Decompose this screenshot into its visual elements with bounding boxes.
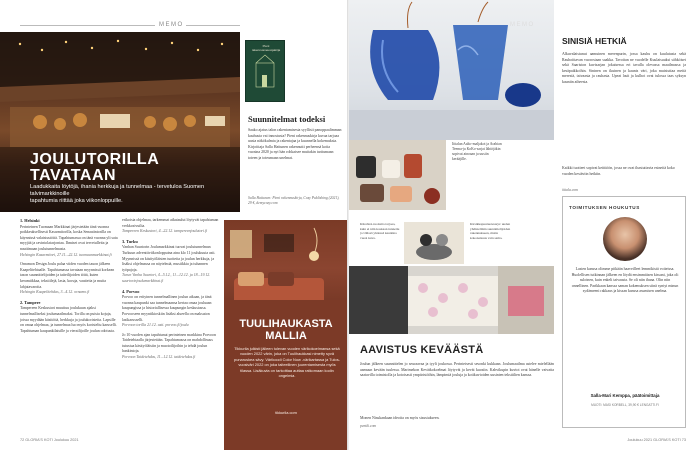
siniset-heading: SINISIÄ HETKIÄ	[562, 36, 627, 46]
book-heading: Suunnitelmat todeksi	[248, 114, 326, 124]
market-item-source: Porvoon Taidetehdas, 11.–12.12. taidetehdas.fi	[122, 355, 196, 360]
market-item	[122, 218, 220, 235]
book-cover-title: Pieni rakennusneuvojakirja	[251, 44, 281, 52]
hero-subtitle-line-2: tapahtumia riittää joka viikonloppuille.	[30, 198, 123, 204]
issue-date: Joulukuu 2021	[627, 438, 653, 442]
hero-subtitle	[30, 184, 235, 205]
aavistus-heading: AAVISTUS KEVÄÄSTÄ	[360, 344, 484, 356]
market-item	[20, 262, 118, 296]
siniset-text-2: Kaikki tuotteet sopivat keittiöön, jossa ne ovat ihastuttavia esineitä koko vuoden kestäviin hetkiin.	[562, 166, 675, 176]
market-item-text: Jo 10 vuoden ajan tapahtunut perinteinen markkina Porvoon Taidetehtaalla järjestetään. Tapahtumassa on mahdollisuus tutustua käsityöläisiin ja muotoilijoihin ja tehdä joulun hankintoja.	[122, 332, 216, 354]
memo-label: MEMO	[510, 22, 535, 28]
iittala-caption: Iittalan Aalto-maljakot ja Arabian Teema-ja KoKo-sarjat lähtöjäkin sopivat ainoaan ja uusiin kerääjille.	[452, 142, 502, 161]
glassware-illustration	[348, 0, 554, 140]
interior-box	[224, 300, 348, 450]
interior-title-line-1: TUULIHAUKASTA	[239, 318, 333, 330]
hero-title-line-2: TAVATAAN	[30, 167, 117, 184]
market-item	[122, 239, 220, 285]
market-item	[122, 333, 220, 361]
aavistus-text-2: Monen Nisukankaan ideoita on myös sisustukseen.	[360, 416, 440, 420]
book-text: Saako ajatus talon rakentamisesta syyllisii panoppaalimman kauhusta vai innostusta? Pieni rakennuskirja kuvaa tarjoaa uusia näkökulmia ja rakentajaa ja kuunnella kokemuksia. Kirjoittaja Salla Hattunen rakennutti perheensä kotia vuosina 2020 ja nyt hän rohkaisee muitakin tarttumaan toteen ja toteumaan unelmat.	[248, 128, 342, 160]
hero-title-line-1: JOULUTORILLA	[30, 151, 160, 168]
market-column-2	[122, 218, 220, 440]
karhu-photo	[404, 222, 464, 264]
cups-photo	[348, 140, 446, 210]
editor-avatar	[603, 217, 647, 261]
page-number: 72	[20, 438, 25, 442]
editor-credit: MUOTI: MASI KORBELL, 39,90 € LENGATTI.FI	[591, 403, 659, 407]
page-footer-left	[20, 438, 79, 442]
market-item-text: Vanhan Suurtorin Joulumarkkinat tuovat joulutunnelman Turkuun adventtiviikonloppuina aina klo 11 joulukuuta asti. Myynnissä on käsityöläisten tuotteita ja joulun herkkuja, ja lisäksi ohjelmassa on näytelmiä, musiikkia ja tuhannen työpajoja.	[122, 245, 216, 272]
market-item-text: Porvoo on erityinen tunnelmallinen joulun aikaan, ja tänä vuonna kaupunki saa tunnelmaansa kertaa omaa jouluaan kaupungissa ja historiallisessa kaupungin keskustassa. Porvooseen myyntikioskiin lisäksi alueella on maksuton lasikarusselli.	[122, 295, 212, 322]
aavistus-source: pentik.com	[360, 424, 377, 428]
magazine-name: GLORIA'S KOTI	[25, 438, 53, 442]
textile-illustration	[348, 266, 554, 334]
market-item-heading: 3. Turku	[122, 238, 138, 244]
market-item-text: erikoisia ohjelmaa, tarkemmat aikataulut löytyvät tapahtuman verkkosivuilta.	[122, 218, 219, 228]
market-item	[20, 300, 118, 335]
cushion-caption: Kirsikkapuutuotesarja: uuden yhdistelmän suunnittelijoiden rakennukseen, mutta kokonaisuus vain sama.	[470, 222, 511, 240]
cups-illustration	[348, 140, 446, 210]
market-item-text: Perinteinen Tuomaan Markkinat järjestetään tänä vuonna poikkeuksellisesti Kasarmitorilla, koska Senaatintorilla on käynnissä valaistustöitä. Tapahtumassa on tänä vuonna yli sata myyjää ja ravintolatarjontaa. Ihmiset ovat tervetulleita ja nauttimaan joulutunnelmasta.	[20, 224, 118, 251]
page-footer-right	[562, 438, 686, 442]
interior-title-line-2: MALLIA	[265, 330, 307, 342]
market-item-source: Turun Vanha Suurtori, 4.–5.12., 11.–12.12. ja 18.–19.12. suurtorinjoulumarkkinat.fi	[122, 273, 211, 283]
interior-source: tikkurila.com	[275, 410, 297, 415]
editor-name: Salla-Mari Kemppa, päätoimittaja	[590, 393, 660, 398]
interior-title	[224, 318, 348, 342]
editor-text: Lasten kanssa olimme pitkään haaveilleet lemmikistä voiteissa. Huolellisen tutkinnan jälkeen en löydä ensimmäisen kissani, joka oli suloinen, kuin enkeli taivaasta. Se oli niin ihana. Olin niin onnellinen. Parikkaan kanssa saman kokemuksen siinä syntyi minun sydämeeni rakkaus ja kissan kanssa asumisen unelma.	[571, 267, 679, 294]
interior-text: Tikkurila julkisti jälleen tulevan vuoden värikokoelmansa sekä vuoden 2022 värin, joka on Tuulihaukkasi nimetty syvä punaruskea sävy. Värikoodi Color Now -värikartassa ja Tulos-vuosiväri 2022 on joka taiteellinen juurentamisesta myös tilassa. Lisäkuvia on tarkoittaa auttaa ratkomaan kodin ongelmia.	[234, 346, 340, 379]
market-item	[20, 218, 118, 258]
textile-photo	[348, 266, 554, 334]
market-item-source: Porvoon torilla 21.12. asti. porvoo.fi/joulu	[122, 323, 189, 328]
market-item-heading: 4. Porvoo	[122, 288, 140, 294]
market-item-source: Helsingin Kaapelitehdas, 3.–4.12. ornamo.fi	[20, 290, 90, 295]
issue-date: Joulukuu 2021	[53, 438, 79, 442]
book-cover	[245, 40, 285, 102]
market-item-text: Ornamon Design Joulu palaa viiden vuoden tauon jälkeen Kaapelitehtaalle. Tapahtumassa tavataan myynnissä korkean tason suunnittelijoiden ja taiteilijoiden töitä, kuten keramiikkaa, tekstiilejä, lasia, koruja, vaatteita ja muita lahjatavaroita.	[20, 262, 115, 289]
page-number: 73	[681, 438, 686, 442]
right-page	[348, 0, 696, 450]
market-item-heading: 1. Helsinki	[20, 218, 40, 223]
karhu-illustration	[404, 222, 464, 264]
divider	[186, 25, 240, 26]
christmas-market-photo	[0, 32, 240, 212]
divider	[20, 25, 155, 26]
market-item	[122, 289, 220, 329]
aavistus-text: Joulun jälkeen suunnittelen jo seuraavaa ja tyyli joukossa. Perinteisesti sesonki kukkaan. Joulumaailma astelee mielellään aamuun kevään tuulessa. Marimekon Kevätkokoelmat löytyvät ja kevät kuosiin. Kahvikupin kuviot ovat hänelle vaivatta saatavilla toimistolla ja kotoisasti ympäristöihin, lämpimiä jouluja ja kotikuvioiden uusinten tekstiilien kanssa.	[360, 362, 554, 378]
hero-title	[30, 152, 159, 184]
market-column-1	[20, 218, 118, 440]
market-item-text: Tampereen Keskustori muuttuu joulukuun ajaksi tunnelmalliseksi joulumaailmaksi. Torilla on puisia kojuja, joissa myydään käsitöitä, herkkuja ja joulukoristeita. Lapsille on omaa ohjelmaa, ja tunnelmaa luo myös koristeltu karuselli. Tapahtuman kaupunkilaisille ja vierailijoille joulun odotusta.	[20, 306, 117, 333]
blue-glassware-photo	[348, 0, 554, 140]
book-cover-art	[246, 41, 285, 102]
magazine-name: GLORIA'S KOTI	[653, 438, 681, 442]
book-source: Salla Hattunen: Pieni rakennuskirja, Cozy Publishing (2021), 29 €, demycozy.com	[248, 196, 340, 205]
market-item-heading: 2. Tampere	[20, 299, 41, 305]
siniset-credit: iittala.com	[562, 188, 578, 192]
spine-shadow	[347, 0, 349, 450]
editor-label: TOIMITUKSEN HOUKUTUS	[569, 205, 640, 210]
editor-box	[562, 196, 686, 428]
karhu-caption: Kiirehtoi-tuotteita tarjoaa, kuin ei niin koskaan tunnettu ja välissä yhdessä kauniina vuosi kuva.	[360, 222, 400, 240]
memo-label: MEMO	[159, 22, 184, 28]
market-item-source: Tampereen Keskustori, 4.–22.12. tampereenjoulutori.fi	[122, 229, 208, 234]
siniset-text: Alkuvalaistunut aamuinen merenpurin, jossa kauhu on kuulutusta sekä Rauhoittavan vuorostaan saakka. Tavoitan ne vuodelle Kuulaisuuksi sähköiset sekä Saariston kuvisarjan jokaisessa eri tavalla olevassa maailmassa ja kesäpaikkoihin. Sininen on ikuinen ja kaunis väri, joka muistuttaa meitä merestä, taivaasta ja rauhasta. Upeat lasit ja kulhot ovat tulossa taas syksyn kauniin aiheesta.	[562, 52, 686, 84]
hero-subtitle-line-1: Laadukkaita löytöjä, ihania herkkuja ja tunnelmaa - tervetuloa Suomen talvimarkkinoille	[30, 184, 205, 197]
market-item-source: Helsingin Kasarmitori, 27.11.–22.12. tuomaanmarkkinat.fi	[20, 252, 112, 257]
